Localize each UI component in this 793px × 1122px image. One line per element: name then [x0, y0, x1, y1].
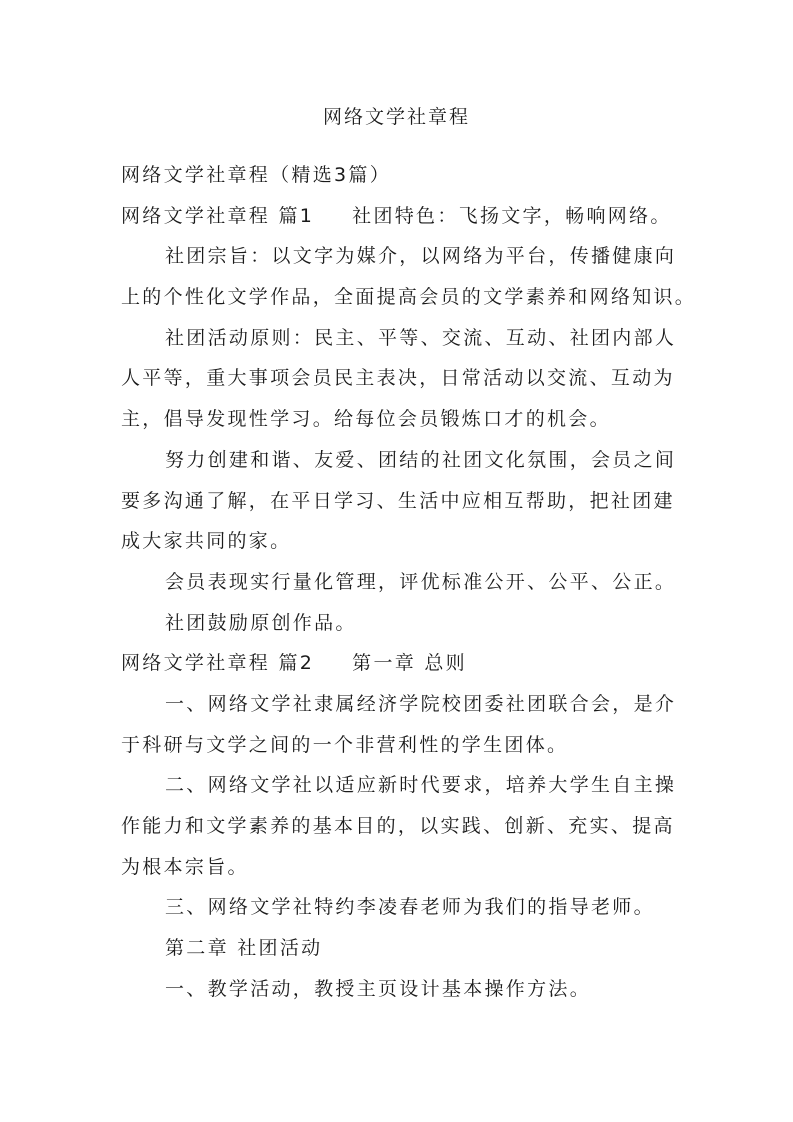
paragraph-line: 上的个性化文学作品，全面提高会员的文学素养和网络知识。	[121, 286, 697, 309]
part1-heading: 网络文学社章程 篇1	[121, 204, 315, 227]
paragraph-line: 社团活动原则：民主、平等、交流、互动、社团内部人	[165, 326, 677, 349]
paragraph-line: 人平等，重大事项会员民主表决，日常活动以交流、互动为	[121, 367, 675, 390]
document-body	[121, 155, 697, 1009]
paragraph-line: 为根本宗旨。	[121, 855, 249, 878]
document-title: 网络文学社章程	[322, 106, 470, 128]
paragraph-line: 社团宗旨：以文字为媒介，以网络为平台，传播健康向	[165, 245, 677, 268]
paragraph-line: 成大家共同的家。	[121, 530, 292, 553]
paragraph-line: 三、网络文学社特约李凌春老师为我们的指导老师。	[165, 896, 655, 919]
paragraph-line: 社团鼓励原创作品。	[165, 611, 357, 634]
paragraph-line: 二、网络文学社以适应新时代要求，培养大学生自主操	[165, 774, 677, 797]
paragraph-line: 努力创建和谐、友爱、团结的社团文化氛围，会员之间	[165, 448, 677, 471]
part2-heading: 网络文学社章程 篇2	[121, 652, 315, 675]
paragraph-line: 要多沟通了解，在平日学习、生活中应相互帮助，把社团建	[121, 489, 675, 512]
paragraph-line: 主，倡导发现性学习。给每位会员锻炼口才的机会。	[121, 408, 611, 431]
document-subtitle: 网络文学社章程（精选3篇）	[121, 164, 391, 186]
chapter1-title: 第一章 总则	[352, 652, 467, 675]
paragraph-line: 会员表现实行量化管理，评优标准公开、公平、公正。	[165, 570, 677, 593]
paragraph-line: 一、教学活动，教授主页设计基本操作方法。	[165, 977, 592, 1000]
paragraph-line: 一、网络文学社隶属经济学院校团委社团联合会，是介	[165, 692, 677, 715]
paragraph-line: 于科研与文学之间的一个非营利性的学生团体。	[121, 733, 569, 756]
chapter2-title: 第二章 社团活动	[165, 937, 323, 960]
paragraph-line: 作能力和文学素养的基本目的，以实践、创新、充实、提高	[121, 815, 675, 837]
part1-heading-line	[121, 196, 677, 237]
part2-heading-line	[121, 643, 677, 684]
part1-feature: 社团特色：飞扬文字，畅响网络。	[352, 204, 672, 227]
